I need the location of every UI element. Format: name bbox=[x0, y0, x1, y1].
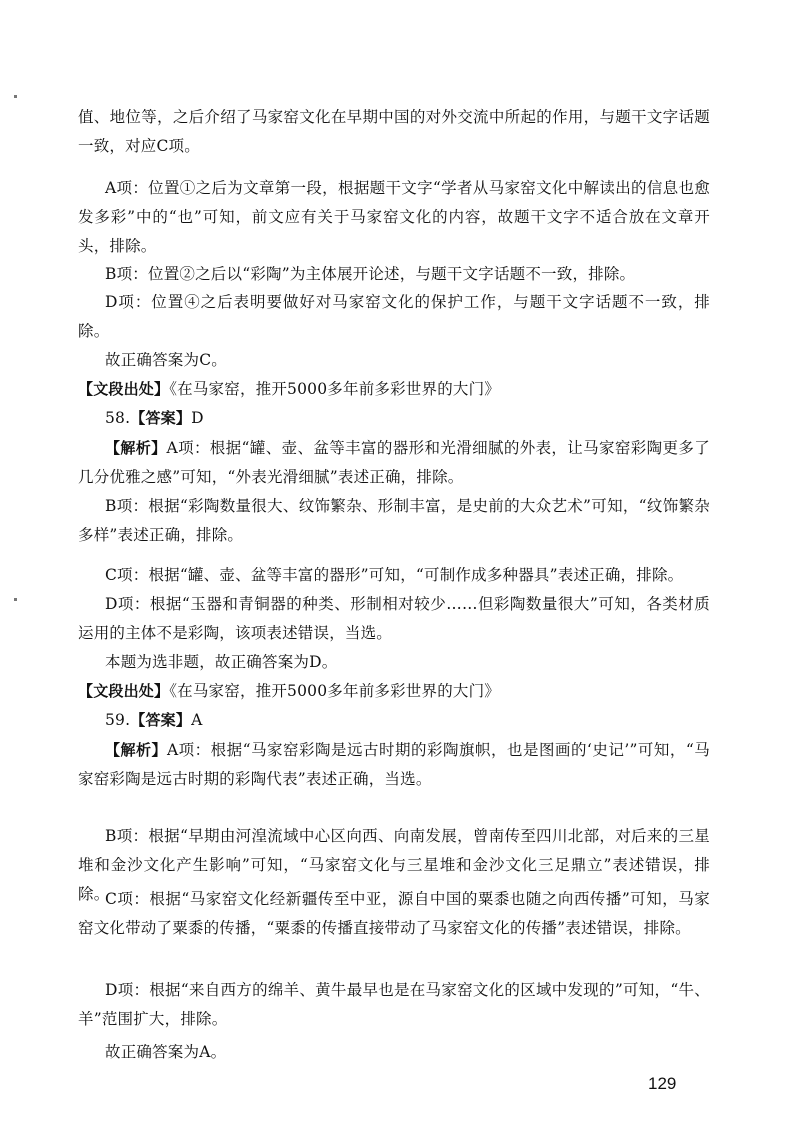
source-label: 【文段出处】 bbox=[78, 682, 170, 700]
source-label: 【文段出处】 bbox=[78, 380, 170, 398]
analysis-59-d: D项：根据“来自西方的绵羊、黄牛最早也是在马家窑文化的区域中发现的”可知，“牛、羊”范围扩大，排除。 bbox=[78, 981, 710, 1028]
analysis-59-b: B项：根据“早期由河湟流域中心区向西、向南发展，曾南传至四川北部，对后来的三星堆和金沙文化产生影响”可知，“马家窑文化与三星堆和金沙文化三足鼎立”表述错误，排除。 bbox=[78, 827, 710, 903]
paragraph-option-d: D项：位置④之后表明要做好对马家窑文化的保护工作，与题干文字话题不一致，排除。 bbox=[78, 293, 710, 340]
analysis-text: A项：根据“马家窑彩陶是远古时期的彩陶旗帜，也是图画的‘史记’”可知，“马家窑彩陶是远古时期的彩陶代表”表述正确，当选。 bbox=[78, 741, 710, 788]
analysis-58-a bbox=[78, 434, 710, 492]
analysis-59-a bbox=[78, 736, 710, 794]
question-number: 58. bbox=[105, 409, 131, 427]
analysis-label: 【解析】 bbox=[105, 439, 167, 457]
analysis-label: 【解析】 bbox=[105, 741, 167, 759]
paragraph-answer-57: 故正确答案为C。 bbox=[105, 351, 227, 369]
source-line-58 bbox=[78, 375, 710, 404]
source-title: 《在马家窑，推开5000多年前多彩世界的大门》 bbox=[169, 682, 501, 700]
scan-edge-mark bbox=[14, 598, 17, 601]
paragraph-option-a: A项：位置①之后为文章第一段，根据题干文字“学者从马家窑文化中解读出的信息也愈发多彩”中的“也”可知，前文应有关于马家窑文化的内容，故题干文字不适合放在文章开头，排除。 bbox=[78, 179, 710, 255]
answer-label: 【答案】 bbox=[130, 711, 192, 729]
conclusion-59: 故正确答案为A。 bbox=[105, 1043, 227, 1061]
analysis-58-c: C项：根据“罐、壶、盆等丰富的器形”可知，“可制作成多种器具”表述正确，排除。 bbox=[105, 566, 684, 584]
analysis-59-c: C项：根据“马家窑文化经新疆传至中亚，源自中国的粟黍也随之向西传播”可知，马家窑文化带动了粟黍的传播，“粟黍的传播直接带动了马家窑文化的传播”表述错误，排除。 bbox=[78, 890, 710, 937]
source-line-59 bbox=[78, 677, 710, 706]
analysis-text: A项：根据“罐、壶、盆等丰富的器形和光滑细腻的外表，让马家窑彩陶更多了几分优雅之感”可知，“外表光滑细腻”表述正确，排除。 bbox=[78, 439, 710, 486]
conclusion-58: 本题为选非题，故正确答案为D。 bbox=[105, 653, 338, 671]
source-title: 《在马家窑，推开5000多年前多彩世界的大门》 bbox=[169, 380, 501, 398]
answer-line-59 bbox=[105, 706, 710, 735]
answer-line-58 bbox=[105, 404, 710, 433]
paragraph-continued: 值、地位等，之后介绍了马家窑文化在早期中国的对外交流中所起的作用，与题干文字话题一致，对应C项。 bbox=[78, 108, 710, 155]
scan-edge-mark bbox=[14, 95, 17, 98]
answer-label: 【答案】 bbox=[130, 409, 192, 427]
page-number: 129 bbox=[648, 1074, 677, 1093]
analysis-58-b: B项：根据“彩陶数量很大、纹饰繁杂、形制丰富，是史前的大众艺术”可知，“纹饰繁杂多样”表述正确，排除。 bbox=[78, 497, 710, 544]
paragraph-option-b: B项：位置②之后以“彩陶”为主体展开论述，与题干文字话题不一致，排除。 bbox=[105, 265, 636, 283]
answer-value: A bbox=[191, 711, 203, 729]
question-number: 59. bbox=[105, 711, 131, 729]
analysis-58-d: D项：根据“玉器和青铜器的种类、形制相对较少……但彩陶数量很大”可知，各类材质运用的主体不是彩陶，该项表述错误，当选。 bbox=[78, 595, 710, 642]
answer-value: D bbox=[191, 409, 204, 427]
